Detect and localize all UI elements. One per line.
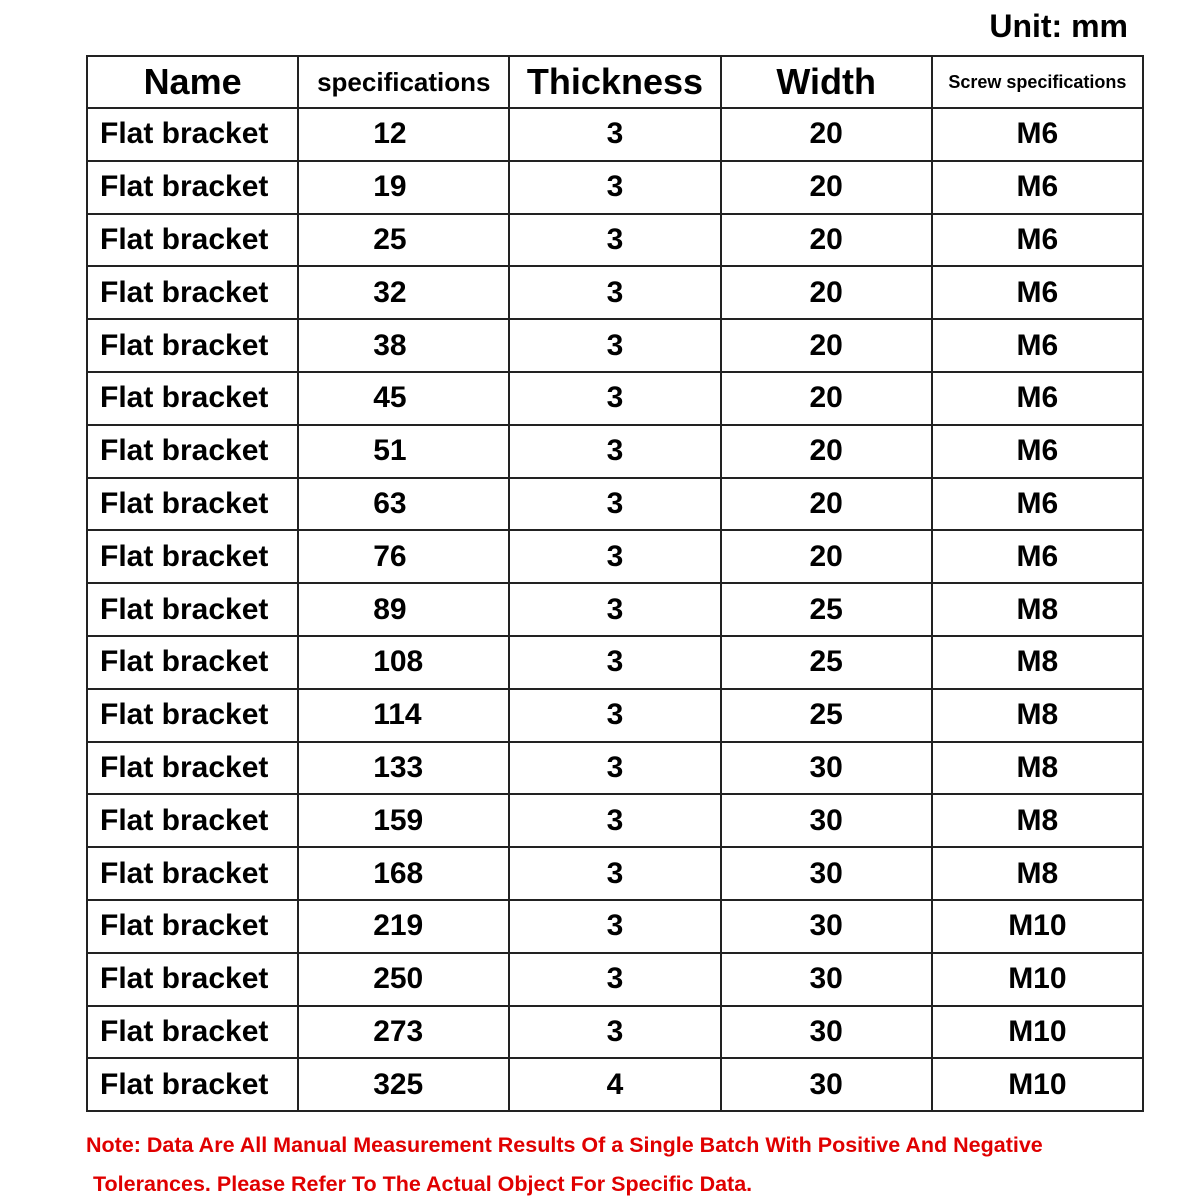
cell-thickness: 3 [509, 742, 720, 795]
cell-screw: M8 [932, 794, 1143, 847]
spec-table [86, 55, 1144, 1112]
cell-specification: 219 [298, 900, 509, 953]
cell-width: 20 [721, 266, 932, 319]
cell-name: Flat bracket [87, 478, 298, 531]
table-row [87, 953, 1143, 1006]
cell-width: 20 [721, 319, 932, 372]
cell-specification: 89 [298, 583, 509, 636]
cell-thickness: 3 [509, 953, 720, 1006]
cell-width: 30 [721, 900, 932, 953]
cell-specification: 273 [298, 1006, 509, 1059]
cell-thickness: 3 [509, 478, 720, 531]
cell-name: Flat bracket [87, 266, 298, 319]
cell-screw: M6 [932, 372, 1143, 425]
cell-thickness: 3 [509, 794, 720, 847]
cell-specification: 133 [298, 742, 509, 795]
cell-thickness: 3 [509, 900, 720, 953]
header-width: Width [721, 56, 932, 108]
cell-specification: 45 [298, 372, 509, 425]
cell-thickness: 3 [509, 689, 720, 742]
cell-specification: 63 [298, 478, 509, 531]
note-line-1: Note: Data Are All Manual Measurement Results Of a Single Batch With Positive And Negative [86, 1133, 1043, 1157]
cell-name: Flat bracket [87, 953, 298, 1006]
cell-specification: 12 [298, 108, 509, 161]
cell-name: Flat bracket [87, 742, 298, 795]
cell-thickness: 3 [509, 108, 720, 161]
cell-name: Flat bracket [87, 583, 298, 636]
table-row [87, 319, 1143, 372]
table-row [87, 742, 1143, 795]
cell-screw: M6 [932, 266, 1143, 319]
table-row [87, 583, 1143, 636]
table-row [87, 425, 1143, 478]
cell-specification: 38 [298, 319, 509, 372]
cell-width: 20 [721, 478, 932, 531]
header-row [87, 56, 1143, 108]
cell-name: Flat bracket [87, 530, 298, 583]
header-name: Name [87, 56, 298, 108]
cell-width: 30 [721, 1006, 932, 1059]
cell-thickness: 3 [509, 161, 720, 214]
cell-name: Flat bracket [87, 372, 298, 425]
table-row [87, 900, 1143, 953]
cell-specification: 114 [298, 689, 509, 742]
table-row [87, 636, 1143, 689]
cell-screw: M6 [932, 214, 1143, 267]
cell-screw: M8 [932, 742, 1143, 795]
cell-screw: M8 [932, 636, 1143, 689]
cell-name: Flat bracket [87, 108, 298, 161]
cell-specification: 325 [298, 1058, 509, 1111]
note [86, 1126, 1166, 1204]
cell-screw: M8 [932, 847, 1143, 900]
table-row [87, 794, 1143, 847]
cell-name: Flat bracket [87, 214, 298, 267]
cell-screw: M6 [932, 108, 1143, 161]
cell-screw: M10 [932, 953, 1143, 1006]
cell-name: Flat bracket [87, 319, 298, 372]
cell-thickness: 3 [509, 425, 720, 478]
table-row [87, 1006, 1143, 1059]
cell-thickness: 3 [509, 266, 720, 319]
cell-specification: 19 [298, 161, 509, 214]
cell-width: 30 [721, 742, 932, 795]
cell-specification: 25 [298, 214, 509, 267]
table-row [87, 214, 1143, 267]
table-row [87, 108, 1143, 161]
cell-thickness: 4 [509, 1058, 720, 1111]
table-row [87, 689, 1143, 742]
table-row [87, 847, 1143, 900]
cell-width: 30 [721, 847, 932, 900]
cell-width: 30 [721, 794, 932, 847]
cell-thickness: 3 [509, 530, 720, 583]
cell-screw: M6 [932, 161, 1143, 214]
table-row [87, 478, 1143, 531]
cell-specification: 168 [298, 847, 509, 900]
cell-thickness: 3 [509, 636, 720, 689]
cell-width: 20 [721, 372, 932, 425]
unit-label: Unit: mm [989, 8, 1128, 44]
cell-screw: M10 [932, 1058, 1143, 1111]
cell-specification: 250 [298, 953, 509, 1006]
cell-name: Flat bracket [87, 689, 298, 742]
table-body [87, 108, 1143, 1111]
cell-name: Flat bracket [87, 847, 298, 900]
cell-screw: M10 [932, 900, 1143, 953]
cell-specification: 108 [298, 636, 509, 689]
cell-name: Flat bracket [87, 1006, 298, 1059]
cell-screw: M6 [932, 319, 1143, 372]
table-row [87, 266, 1143, 319]
cell-screw: M10 [932, 1006, 1143, 1059]
cell-name: Flat bracket [87, 425, 298, 478]
header-thickness: Thickness [509, 56, 720, 108]
cell-thickness: 3 [509, 214, 720, 267]
cell-screw: M8 [932, 583, 1143, 636]
cell-name: Flat bracket [87, 636, 298, 689]
header-specifications: specifications [298, 56, 509, 108]
cell-width: 20 [721, 214, 932, 267]
cell-width: 30 [721, 953, 932, 1006]
cell-width: 30 [721, 1058, 932, 1111]
table-row [87, 530, 1143, 583]
cell-name: Flat bracket [87, 900, 298, 953]
cell-width: 20 [721, 425, 932, 478]
cell-width: 25 [721, 583, 932, 636]
cell-width: 25 [721, 689, 932, 742]
cell-thickness: 3 [509, 319, 720, 372]
cell-name: Flat bracket [87, 161, 298, 214]
cell-width: 20 [721, 108, 932, 161]
cell-screw: M6 [932, 478, 1143, 531]
cell-specification: 76 [298, 530, 509, 583]
note-line-2: Tolerances. Please Refer To The Actual Object For Specific Data. [93, 1172, 753, 1196]
cell-specification: 32 [298, 266, 509, 319]
cell-thickness: 3 [509, 583, 720, 636]
cell-name: Flat bracket [87, 1058, 298, 1111]
table-row [87, 161, 1143, 214]
cell-width: 20 [721, 530, 932, 583]
table-row [87, 1058, 1143, 1111]
cell-name: Flat bracket [87, 794, 298, 847]
cell-screw: M6 [932, 425, 1143, 478]
cell-thickness: 3 [509, 1006, 720, 1059]
cell-width: 20 [721, 161, 932, 214]
cell-thickness: 3 [509, 847, 720, 900]
cell-screw: M8 [932, 689, 1143, 742]
cell-width: 25 [721, 636, 932, 689]
table-row [87, 372, 1143, 425]
cell-thickness: 3 [509, 372, 720, 425]
cell-specification: 159 [298, 794, 509, 847]
cell-screw: M6 [932, 530, 1143, 583]
cell-specification: 51 [298, 425, 509, 478]
header-screw-specifications: Screw specifications [932, 56, 1143, 108]
